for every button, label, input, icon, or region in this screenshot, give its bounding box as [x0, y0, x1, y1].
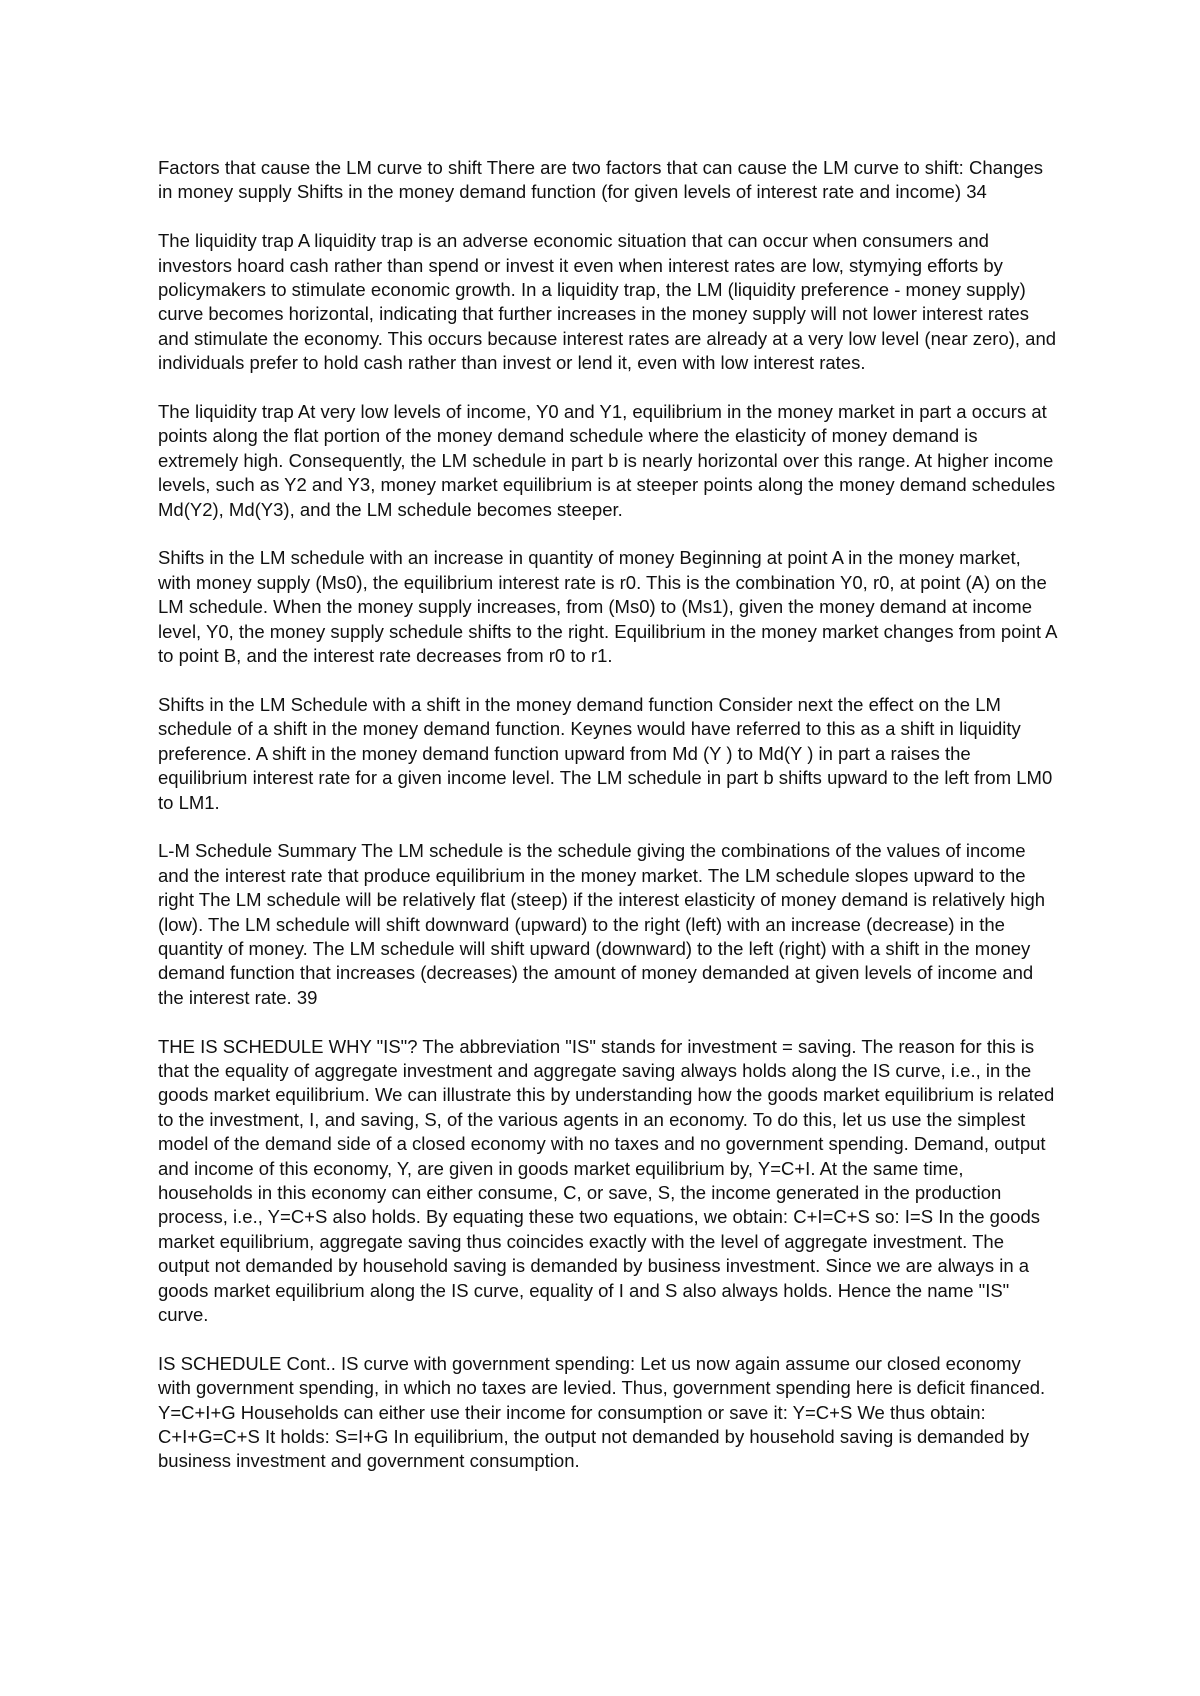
paragraph-is-schedule-why: THE IS SCHEDULE WHY "IS"? The abbreviation "IS" stands for investment = saving. The reason for this is that the equality of aggregate investment and aggregate saving always holds along the IS curve, i.e., in the goods market equilibrium. We can illustrate this by understanding how the goods market equilibrium is related to the investment, I, and saving, S, of the various agents in an economy. To do this, let us use the simplest model of the demand side of a closed economy with no taxes and no government spending. Demand, output and income of this economy, Y, are given in goods market equilibrium by, Y=C+I. At the same time, households in this economy can either consume, C, or save, S, the income generated in the production process, i.e., Y=C+S also holds. By equating these two equations, we obtain: C+I=C+S so: I=S In the goods market equilibrium, aggregate saving thus coincides exactly with the level of aggregate investment. The output not demanded by household saving is demanded by business investment. Since we are always in a goods market equilibrium along the IS curve, equality of I and S also always holds. Hence the name "IS" curve. [158, 1035, 1055, 1325]
paragraph-lm-shift-money-quantity: Shifts in the LM schedule with an increase in quantity of money Beginning at point A in the money market, with money supply (Ms0), the equilibrium interest rate is r0. This is the combination Y0, r0, at point (A) on the LM schedule. When the money supply increases, from (Ms0) to (Ms1), given the money demand at income level, Y0, the money supply schedule shifts to the right. Equilibrium in the money market changes from point A to point B, and the interest rate decreases from r0 to r1. [158, 547, 1057, 667]
paragraph-liquidity-trap-definition: The liquidity trap A liquidity trap is an adverse economic situation that can occur when consumers and investors hoard cash rather than spend or invest it even when interest rates are low, stymying efforts by policymakers to stimulate economic growth. In a liquidity trap, the LM (liquidity preference - money supply) curve becomes horizontal, indicating that further increases in the money supply will not lower interest rates and stimulate the economy. This occurs because interest rates are already at a very low level (near zero), and individuals prefer to hold cash rather than invest or lend it, even with low interest rates. [158, 230, 1057, 374]
paragraph-lm-schedule-summary: L-M Schedule Summary The LM schedule is the schedule giving the combinations of the values of income and the interest rate that produce equilibrium in the money market. The LM schedule slopes upward to the right The LM schedule will be relatively flat (steep) if the interest elasticity of money demand is relatively high (low). The LM schedule will shift downward (upward) to the right (left) with an increase (decrease) in the quantity of money. The LM schedule will shift upward (downward) to the left (right) with a shift in the money demand function that increases (decreases) the amount of money demanded at given levels of income and the interest rate. 39 [158, 840, 1046, 1008]
document-page [158, 156, 1058, 1474]
paragraph-lm-shift-factors: Factors that cause the LM curve to shift There are two factors that can cause the LM curve to shift: Changes in money supply Shifts in the money demand function (for given levels of interest rate and income) 34 [158, 157, 1044, 203]
paragraph-is-schedule-government: IS SCHEDULE Cont.. IS curve with government spending: Let us now again assume our closed economy with government spending, in which no taxes are levied. Thus, government spending here is deficit financed. Y=C+I+G Households can either use their income for consumption or save it: Y=C+S We thus obtain: C+I+G=C+S It holds: S=I+G In equilibrium, the output not demanded by household saving is demanded by business investment and government consumption. [158, 1352, 1046, 1472]
paragraph-lm-shift-money-demand: Shifts in the LM Schedule with a shift in the money demand function Consider next the effect on the LM schedule of a shift in the money demand function. Keynes would have referred to this as a shift in liquidity preference. A shift in the money demand function upward from Md (Y ) to Md(Y ) in part a raises the equilibrium interest rate for a given income level. The LM schedule in part b shifts upward to the left from LM0 to LM1. [158, 693, 1053, 813]
paragraph-liquidity-trap-income-levels: The liquidity trap At very low levels of income, Y0 and Y1, equilibrium in the money market in part a occurs at points along the flat portion of the money demand schedule where the elasticity of money demand is extremely high. Consequently, the LM schedule in part b is nearly horizontal over this range. At higher income levels, such as Y2 and Y3, money market equilibrium is at steeper points along the money demand schedules Md(Y2), Md(Y3), and the LM schedule becomes steeper. [158, 401, 1056, 520]
